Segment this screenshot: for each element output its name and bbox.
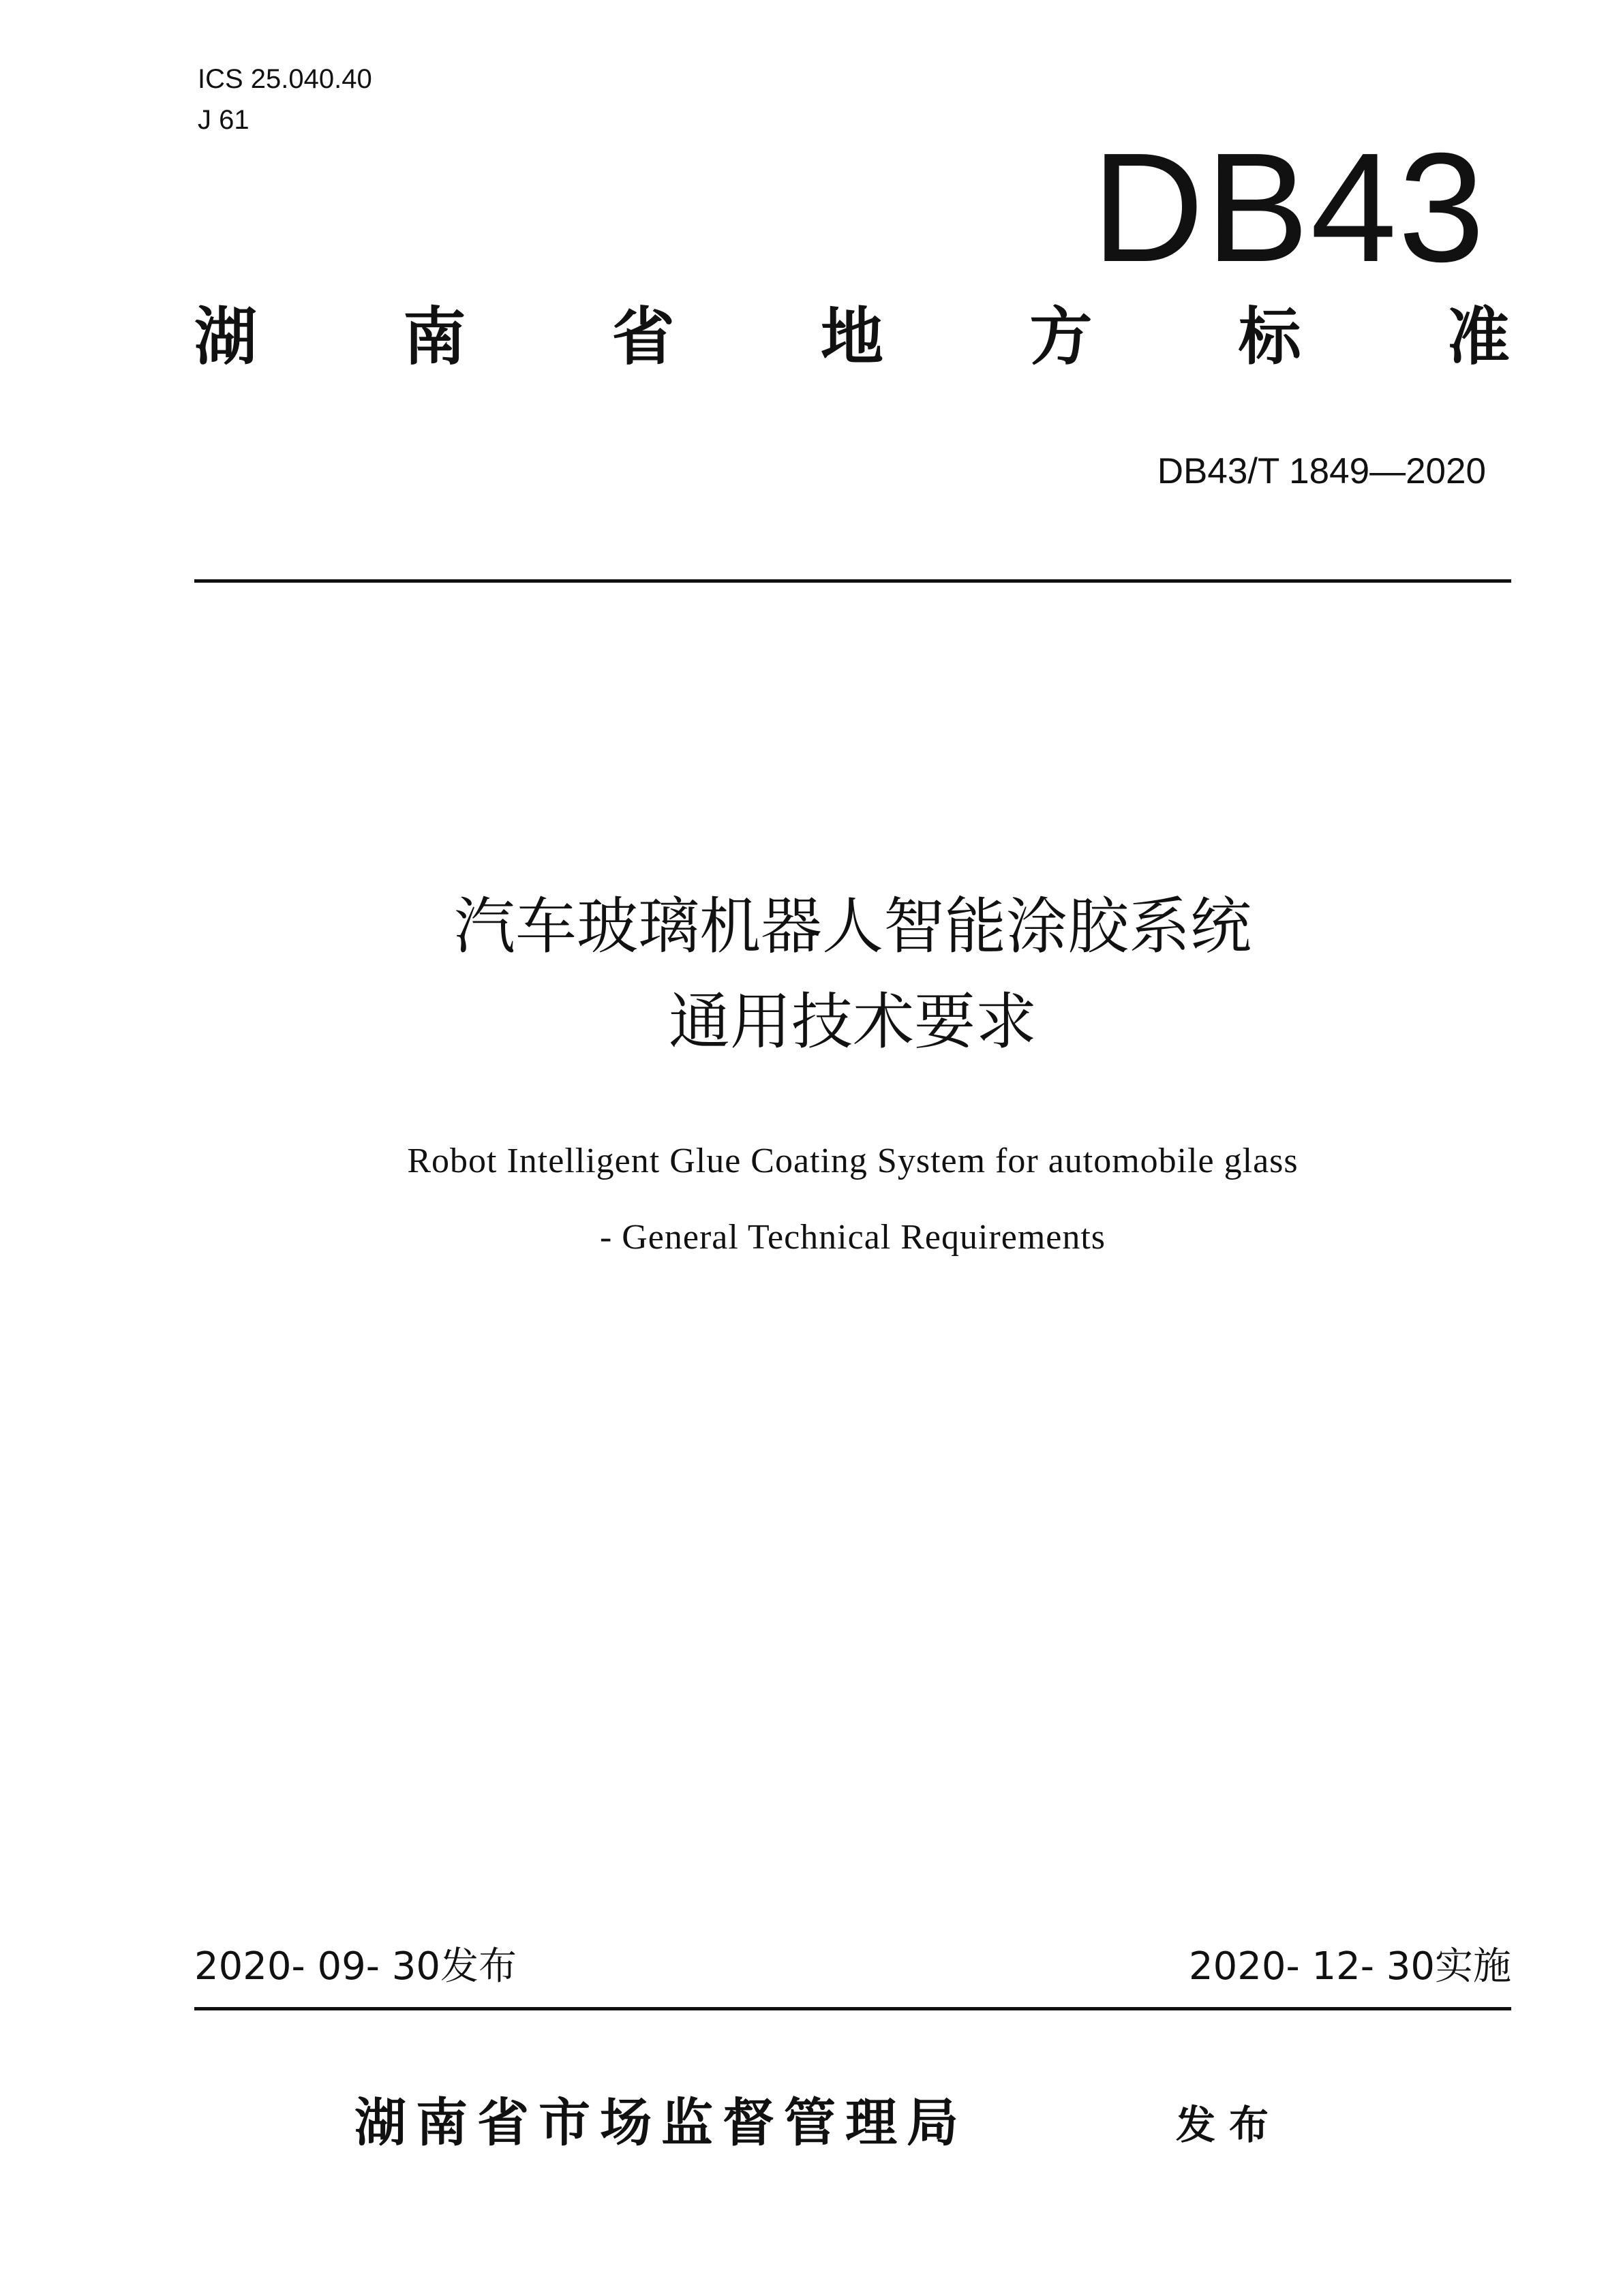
english-title-line-1: Robot Intelligent Glue Coating System for automobile glass xyxy=(407,1142,1299,1180)
english-title-line-2: - General Technical Requirements xyxy=(599,1218,1106,1257)
publish-label: 发布 xyxy=(1176,2102,1283,2148)
chinese-title-line-2: 通用技术要求 xyxy=(669,986,1037,1058)
standard-number: DB43/T 1849—2020 xyxy=(1157,451,1486,491)
standard-type-char: 准 xyxy=(1446,301,1510,373)
chinese-title xyxy=(194,879,1511,1070)
implementation-date: 2020- 12- 30实施 xyxy=(1188,1944,1511,1989)
publisher-name: 湖南省市场监督管理局 xyxy=(354,2092,968,2153)
header-divider xyxy=(194,579,1511,583)
standard-type-heading xyxy=(194,300,1510,375)
english-title xyxy=(194,1123,1511,1276)
ics-code: ICS 25.040.40 xyxy=(198,64,372,94)
standard-type-char: 省 xyxy=(611,301,675,373)
classification-code: J 61 xyxy=(198,105,249,135)
standard-type-char: 湖 xyxy=(194,301,258,373)
standard-type-char: 方 xyxy=(1029,301,1093,373)
issue-date: 2020- 09- 30发布 xyxy=(194,1944,517,1989)
standard-type-char: 地 xyxy=(820,301,883,373)
standard-type-char: 标 xyxy=(1238,301,1301,373)
chinese-title-line-1: 汽车玻璃机器人智能涂胶系统 xyxy=(454,891,1252,962)
footer-divider xyxy=(194,2007,1511,2010)
standard-logo: DB43 xyxy=(1091,121,1486,294)
standard-type-char: 南 xyxy=(403,301,466,373)
